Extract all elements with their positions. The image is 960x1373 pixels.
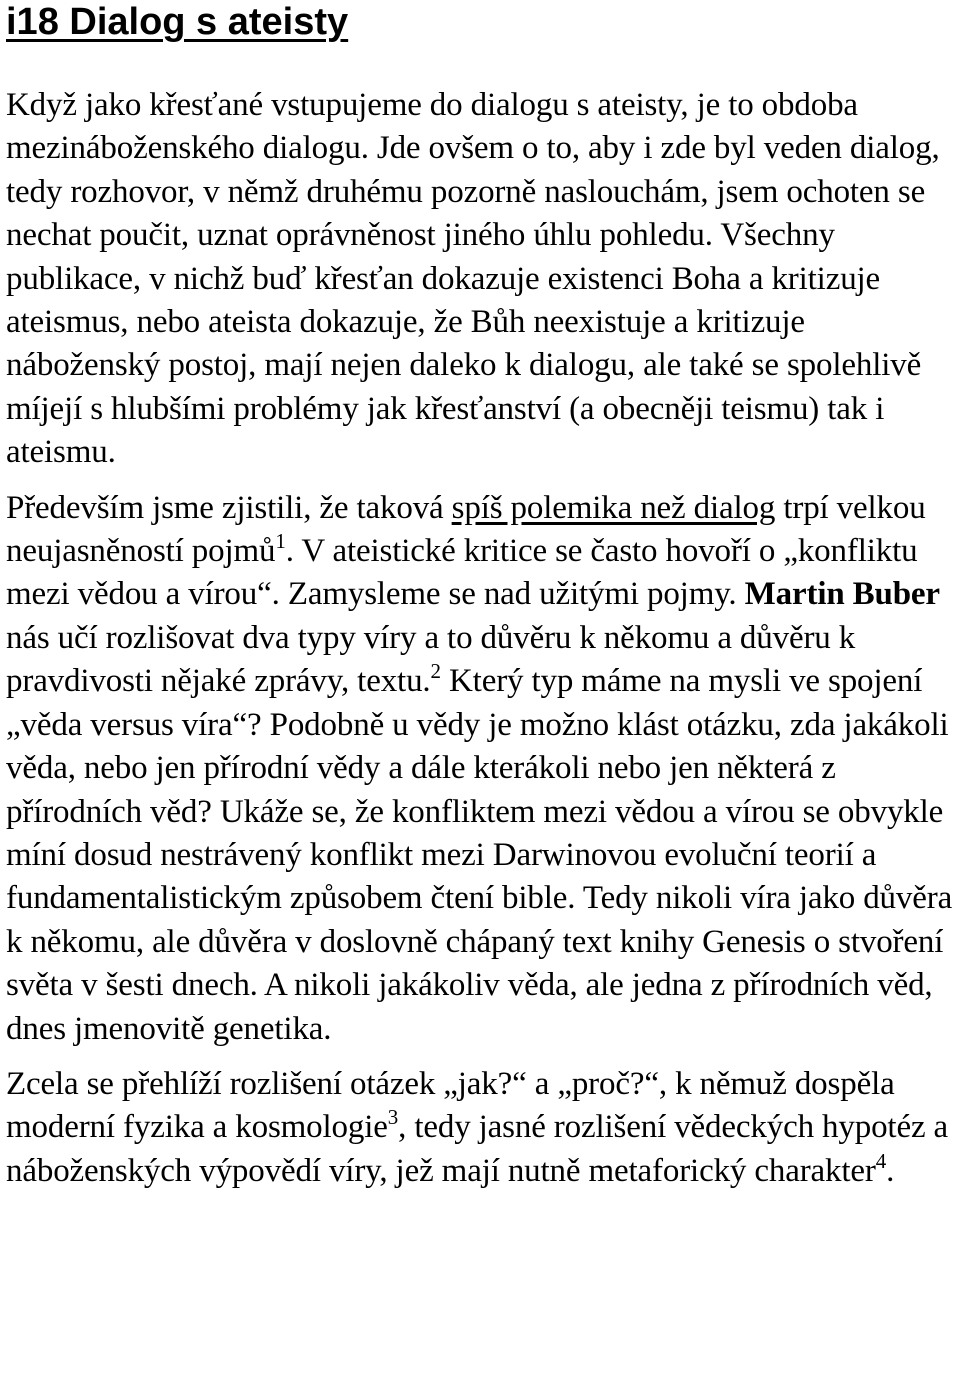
paragraph-3: [6, 1063, 956, 1193]
paragraph-2-text: Který typ máme na mysli ve spojení „věda versus víra“? Podobně u vědy je možno klást otázku, zda jakákoli věda, nebo jen přírodní vědy a dále kterákoli nebo jen některá z přírodních věd? Ukáže se, že konfliktem mezi vědou a vírou se obvykle míní dosud nestrávený konflikt mezi Darwinovou evoluční teorií a fundamentalistickým způsobem čtení bible. Tedy nikoli víra jako důvěra k někomu, ale důvěra v doslovně chápaný text knihy Genesis o stvoření světa v šesti dnech. A nikoli jakákoliv věda, ale jedna z přírodních věd, dnes jmenovitě genetika.: [6, 663, 953, 1047]
paragraph-3-text: Zcela se přehlíží rozlišení otázek „jak?“ a „proč?“, k němuž dospěla moderní fyzika a kosmologie: [6, 1065, 895, 1146]
paragraph-2-text: . V ateistické kritice se často hovoří o „konfliktu mezi vědou a vírou“. Zamysleme se nad užitými pojmy.: [6, 533, 918, 613]
paragraph-2-text: Především jsme zjistili, že taková: [6, 489, 452, 526]
footnote-ref-1[interactable]: 1: [275, 529, 286, 554]
footnote-ref-2[interactable]: 2: [430, 659, 441, 684]
document-heading: i18 Dialog s ateisty: [6, 1, 349, 43]
underlined-phrase: spíš polemika než dialog: [451, 489, 776, 526]
footnote-ref-4[interactable]: 4: [875, 1148, 887, 1173]
paragraph-1-text: Když jako křesťané vstupujeme do dialogu s ateisty, je to obdoba mezináboženského dialogu. Jde ovšem o to, aby i zde byl veden dialog, tedy rozhovor, v němž druhému pozorně naslouchám, jsem ochoten se nechat poučit, uznat oprávněnost jiného úhlu pohledu. Všechny publikace, v nichž buď křesťan dokazuje existenci Boha a kritizuje ateismus, nebo ateista dokazuje, že Bůh neexistuje a kritizuje náboženský postoj, mají nejen daleko k dialogu, ale také se spolehlivě míjejí s hlubšími problémy jak křesťanství (a obecněji teismu) tak i ateismu.: [6, 87, 940, 471]
document-page: [6, 0, 956, 1193]
paragraph-1: [6, 84, 956, 475]
paragraph-2-text: trpí velkou neujasněností pojmů: [6, 489, 926, 570]
paragraph-2: [6, 487, 956, 1051]
paragraph-3-text: , tedy jasné rozlišení vědeckých hypotéz a náboženských výpovědí víry, jež mají nutně metaforický charakter: [6, 1109, 949, 1189]
paragraph-2-text: nás učí rozlišovat dva typy víry a to důvěru k někomu a důvěru k pravdivosti nějaké zprávy, textu.: [6, 619, 856, 700]
paragraph-3-text: .: [886, 1152, 895, 1189]
footnote-ref-3[interactable]: 3: [387, 1105, 399, 1130]
bold-name: Martin Buber: [744, 576, 940, 613]
